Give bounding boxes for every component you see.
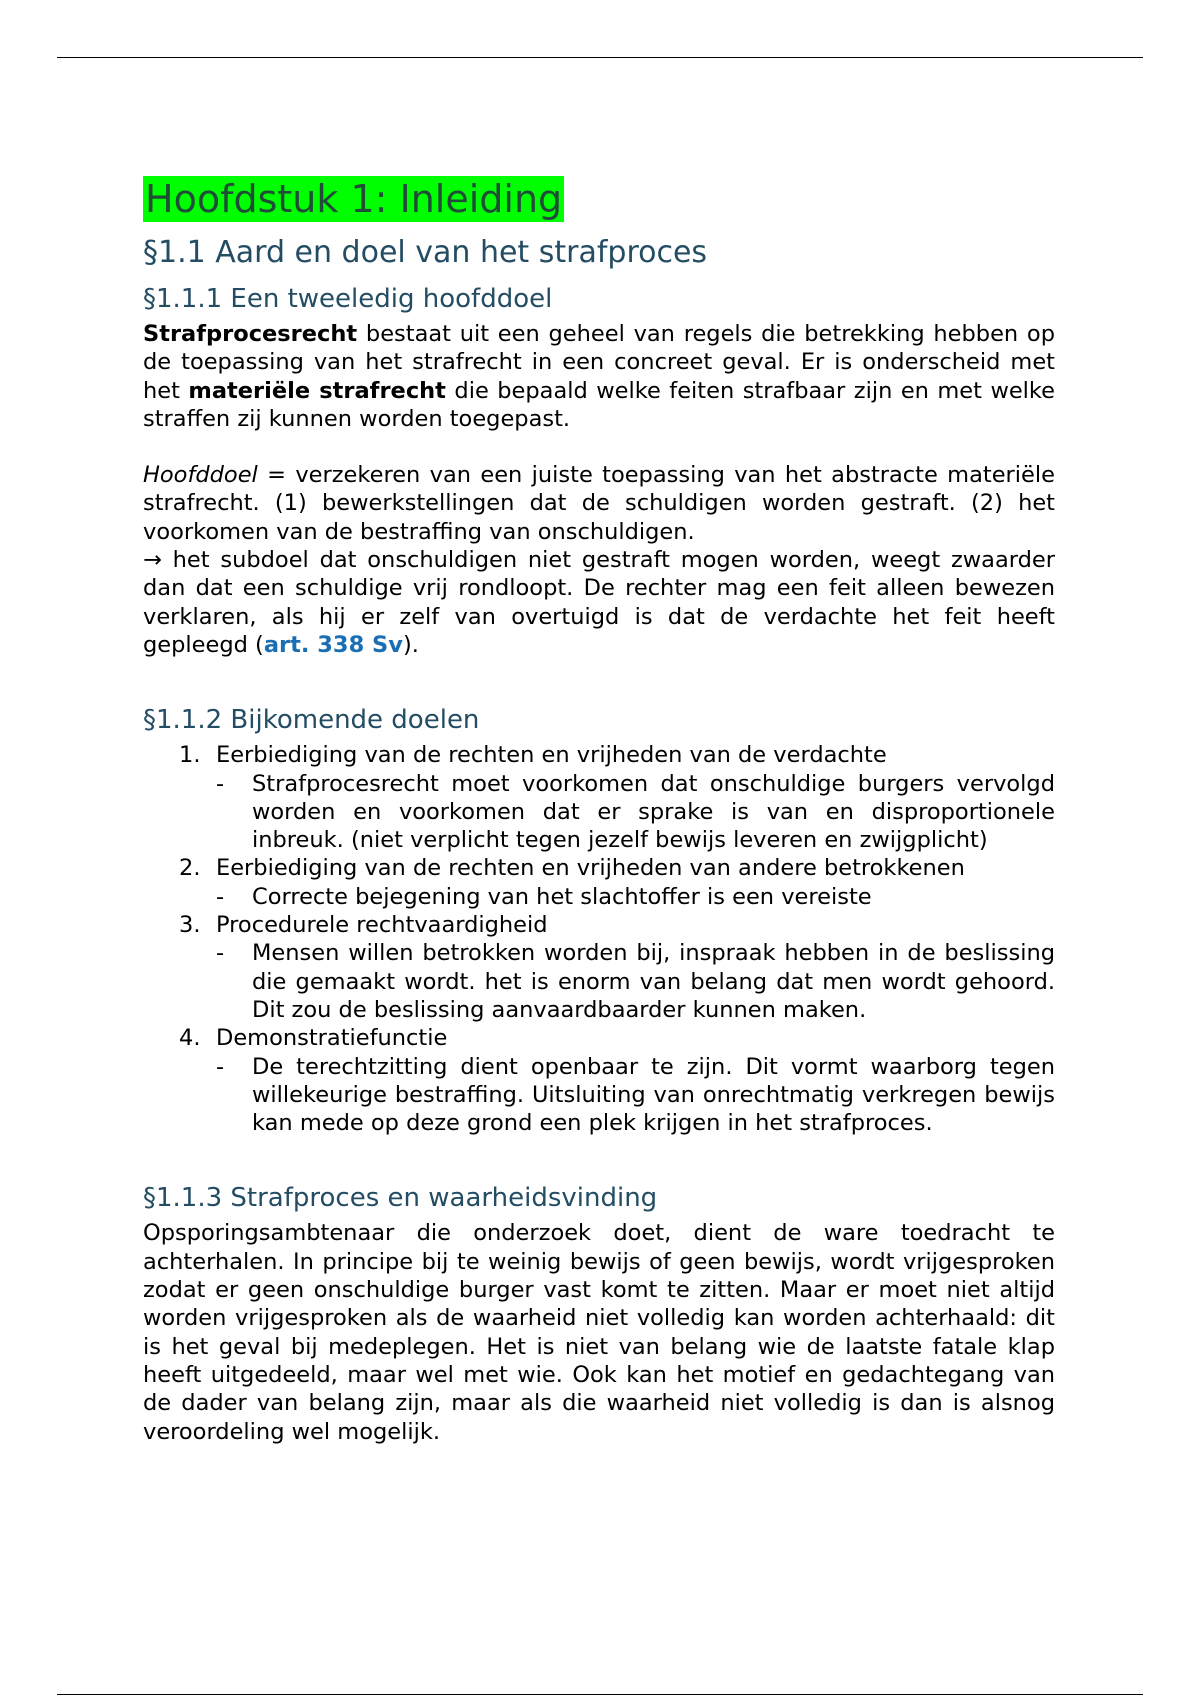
paragraph-hoofddoel bbox=[143, 461, 1055, 546]
list-item-label: Demonstratiefunctie bbox=[216, 1025, 448, 1052]
sub-item bbox=[216, 1053, 1055, 1138]
text-run: die bepaald welke feiten strafbaar zijn en met welke straffen zij kunnen worden toegepast. bbox=[143, 377, 1056, 432]
text-run: = verzekeren van een juiste toepassing van het abstracte materiële strafrecht. (1) bewerkstellingen dat de schuldigen worden gestraft. (2) het voorkomen van de bestraffing van onschuldigen. bbox=[143, 462, 1055, 545]
dash-bullet: - bbox=[216, 883, 225, 910]
chapter-heading: Hoofdstuk 1: Inleiding bbox=[145, 177, 563, 221]
sub-item bbox=[216, 939, 1055, 1024]
section-heading: §1.1 Aard en doel van het strafproces bbox=[143, 235, 708, 270]
bold-term: materiële strafrecht bbox=[188, 377, 446, 404]
list-item bbox=[143, 1024, 1055, 1137]
sub-item-text: Correcte bejegening van het slachtoffer is een vereiste bbox=[252, 883, 872, 910]
list-item bbox=[143, 911, 1055, 1024]
subsection-heading-1-1-1: §1.1.1 Een tweeledig hoofddoel bbox=[143, 284, 553, 314]
list-item-label: Procedurele rechtvaardigheid bbox=[216, 912, 548, 939]
footer-rule bbox=[57, 1694, 1143, 1695]
list-number: 4. bbox=[179, 1025, 201, 1052]
paragraph-waarheidsvinding: Opsporingsambtenaar die onderzoek doet, dient de ware toedracht te achterhalen. In principe bij te weinig bewijs of geen bewijs, wordt vrijgesproken zodat er geen onschuldige burger vast komt te zitten. Maar er moet niet altijd worden vrijgesproken als de waarheid niet volledig kan worden achterhaald: dit is het geval bij medeplegen. Het is niet van belang wie de laatste fatale klap heeft uitgedeeld, maar wel met wie. Ook kan het motief en gedachtegang van de dader van belang zijn, maar als die waarheid niet volledig is dan is alsnog veroordeling wel mogelijk. bbox=[143, 1220, 1055, 1445]
arrow-icon: → bbox=[143, 547, 162, 574]
subsection-heading-1-1-3: §1.1.3 Strafproces en waarheidsvinding bbox=[143, 1183, 658, 1214]
list-item-label: Eerbiediging van de rechten en vrijheden van de verdachte bbox=[216, 742, 887, 769]
list-number: 2. bbox=[179, 855, 201, 882]
list-number: 3. bbox=[179, 912, 201, 939]
sub-item-text: De terechtzitting dient openbaar te zijn. Dit vormt waarborg tegen willekeurige bestraffing. Uitsluiting van onrechtmatig verkregen bewijs kan mede op deze grond een plek krijgen in het strafproces. bbox=[252, 1053, 1055, 1137]
goals-list bbox=[143, 741, 1055, 1137]
header-rule bbox=[57, 57, 1143, 58]
list-item bbox=[143, 741, 1055, 854]
sub-item bbox=[216, 883, 1055, 911]
subsection-heading-1-1-2: §1.1.2 Bijkomende doelen bbox=[143, 705, 480, 736]
list-item bbox=[143, 854, 1055, 911]
sub-item-text: Mensen willen betrokken worden bij, inspraak hebben in de beslissing die gemaakt wordt. het is enorm van belang dat men wordt gehoord. Dit zou de beslissing aanvaardbaarder kunnen maken. bbox=[252, 940, 1055, 1023]
paragraph-subdoel bbox=[143, 546, 1055, 659]
list-number: 1. bbox=[179, 742, 201, 769]
text-run: het subdoel dat onschuldigen niet gestraft mogen worden, weegt zwaarder dan dat een schuldige vrij rondloopt. De rechter mag een feit alleen bewezen verklaren, als hij er zelf van overtuigd is dat de verdachte het feit heeft gepleegd ( bbox=[143, 547, 1055, 658]
article-link[interactable]: art. 338 Sv bbox=[263, 631, 403, 658]
dash-bullet: - bbox=[216, 770, 225, 797]
text-run: ). bbox=[402, 631, 419, 658]
bold-term: Strafprocesrecht bbox=[143, 321, 358, 347]
list-item-label: Eerbiediging van de rechten en vrijheden van andere betrokkenen bbox=[216, 855, 965, 882]
sub-item bbox=[216, 770, 1055, 855]
dash-bullet: - bbox=[216, 940, 225, 967]
text-run: bestaat uit een geheel van regels die betrekking hebben op de toepassing van het strafrecht in een concreet geval. Er is onderscheid met het bbox=[143, 321, 1055, 404]
paragraph-strafprocesrecht bbox=[143, 320, 1055, 433]
sub-item-text: Strafprocesrecht moet voorkomen dat onschuldige burgers vervolgd worden en voorkomen dat er sprake is van en disproportionele inbreuk. (niet verplicht tegen jezelf bewijs leveren en zwijgplicht) bbox=[252, 770, 1055, 854]
dash-bullet: - bbox=[216, 1053, 225, 1080]
document-body bbox=[143, 176, 1055, 1446]
italic-term: Hoofddoel bbox=[143, 462, 258, 489]
